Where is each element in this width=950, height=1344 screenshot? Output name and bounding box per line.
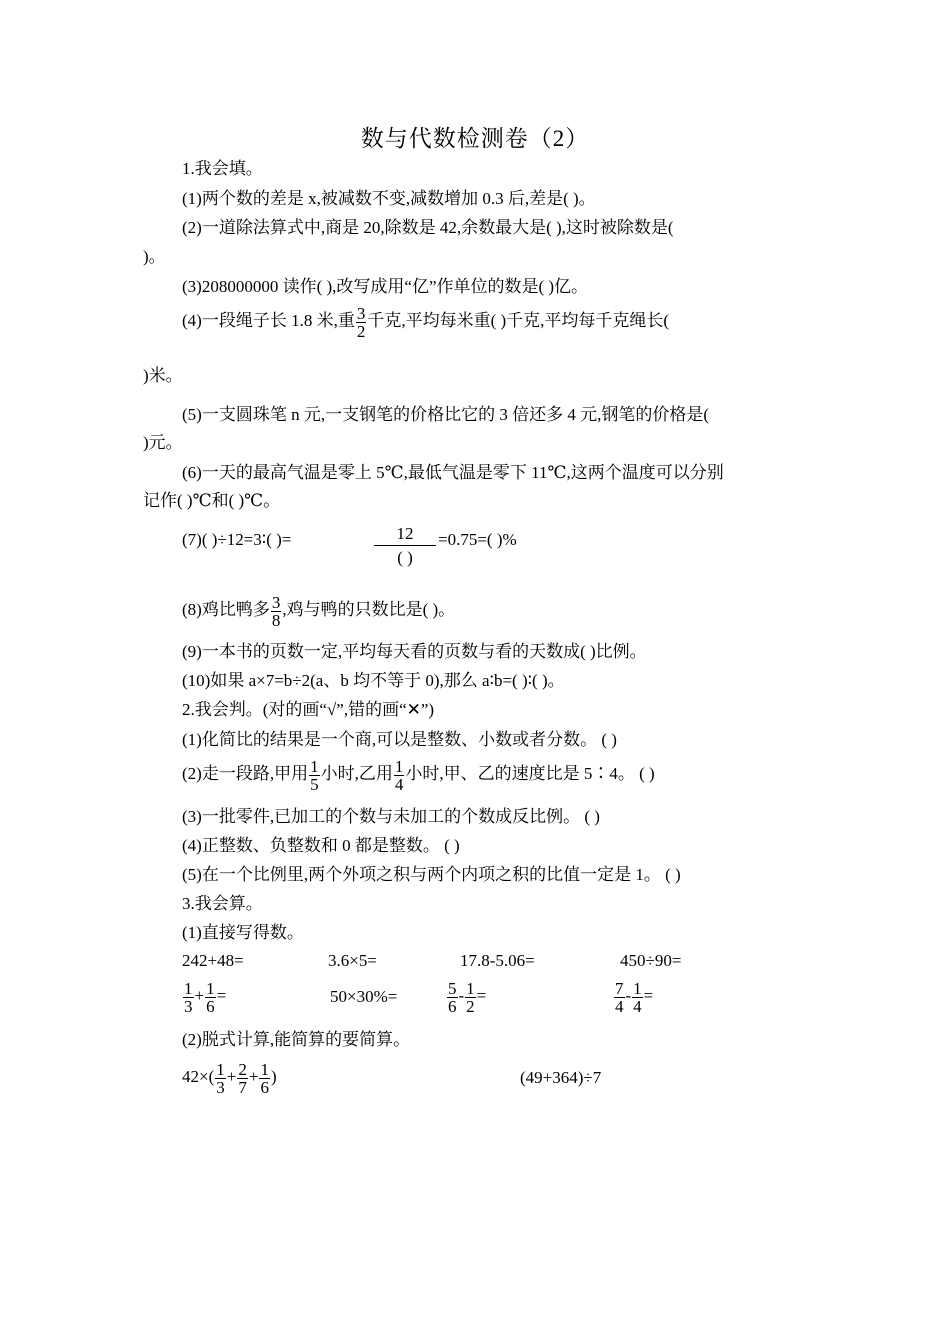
calc7-eq: = (476, 986, 487, 1005)
calc-2: 3.6×5= (328, 951, 377, 970)
q8-den: 8 (271, 610, 281, 630)
compute1-d3: 6 (260, 1077, 269, 1097)
compute1-n2: 2 (238, 1059, 247, 1079)
judge-1: (1)化简比的结果是一个商,可以是整数、小数或者分数。 ( ) (182, 730, 617, 749)
question-1-6: (6)一天的最高气温是零上 5℃,最低气温是零下 11℃,这两个温度可以分别 (182, 463, 724, 482)
section3-heading: 3.我会算。 (182, 894, 263, 913)
compute1-d2: 7 (238, 1077, 247, 1097)
calc-7 (446, 976, 486, 1016)
judge2-d2: 4 (394, 774, 404, 794)
question-1-6-cont: 记作( )℃和( )℃。 (143, 491, 281, 510)
judge2-frac2 (394, 758, 405, 793)
calc-3: 17.8-5.06= (460, 951, 535, 970)
q8-pre: (8)鸡比鸭多 (182, 600, 270, 619)
section1-heading: 1.我会填。 (182, 159, 263, 178)
section2-heading: 2.我会判。(对的画“√”,错的画“✕”) (182, 700, 435, 719)
question-1-9: (9)一本书的页数一定,平均每天看的页数与看的天数成( )比例。 (182, 642, 647, 661)
compute1-pre: 42×( (182, 1067, 215, 1086)
section3-sub1: (1)直接写得数。 (182, 923, 304, 942)
calc7-frac2 (465, 980, 476, 1015)
calc5-n1: 1 (184, 978, 193, 998)
compute-1 (182, 1057, 277, 1097)
calc8-op: - (625, 986, 632, 1005)
calc8-d2: 4 (633, 996, 642, 1016)
question-1-1: (1)两个数的差是 x,被减数不变,减数增加 0.3 后,差是( )。 (182, 189, 596, 208)
compute1-n3: 1 (260, 1059, 269, 1079)
judge-5: (5)在一个比例里,两个外项之积与两个内项之积的比值一定是 1。 ( ) (182, 865, 681, 884)
judge2-n1: 1 (310, 756, 319, 776)
calc5-op: + (194, 986, 205, 1005)
question-1-7: (7)( )÷12=3∶( )= (182, 530, 292, 549)
q7-post: =0.75=( )% (438, 530, 517, 549)
judge2-frac1 (309, 758, 320, 793)
compute1-n1: 1 (216, 1059, 225, 1079)
q4-fraction (356, 305, 367, 340)
q7-fraction (374, 523, 436, 570)
calc7-d2: 2 (466, 996, 475, 1016)
q4-num: 3 (356, 303, 366, 323)
calc7-d1: 6 (448, 996, 457, 1016)
q8-num: 3 (271, 592, 281, 612)
calc8-d1: 4 (615, 996, 624, 1016)
calc-1: 242+48= (182, 951, 244, 970)
q7-den: ( ) (397, 548, 413, 567)
judge2-d1: 5 (310, 774, 319, 794)
question-1-4 (182, 301, 669, 341)
compute1-op1: + (226, 1067, 237, 1086)
q4-den: 2 (356, 321, 366, 341)
judge-2 (182, 754, 655, 794)
question-1-2-cont: )。 (143, 247, 166, 266)
question-1-4-cont: )米。 (143, 366, 183, 385)
question-1-5: (5)一支圆珠笔 n 元,一支钢笔的价格比它的 3 倍还多 4 元,钢笔的价格是( (182, 405, 709, 424)
calc8-n2: 1 (633, 978, 642, 998)
calc7-op: - (458, 986, 465, 1005)
calc7-n2: 1 (466, 978, 475, 998)
q4-post: 千克,平均每米重( )千克,平均每千克绳长( (367, 311, 670, 330)
judge-4: (4)正整数、负整数和 0 都是整数。 ( ) (182, 836, 460, 855)
calc8-frac2 (632, 980, 643, 1015)
compute1-frac2 (237, 1061, 248, 1096)
calc7-n1: 5 (448, 978, 457, 998)
question-1-3: (3)208000000 读作( ),改写成用“亿”作单位的数是( )亿。 (182, 277, 589, 296)
page-title: 数与代数检测卷（2） (360, 126, 590, 151)
calc5-frac1 (183, 980, 194, 1015)
calc5-n2: 1 (206, 978, 215, 998)
section3-sub2: (2)脱式计算,能简算的要简算。 (182, 1030, 411, 1049)
judge2-b: 小时,乙用 (320, 764, 393, 783)
calc-6: 50×30%= (330, 987, 398, 1006)
calc5-d1: 3 (184, 996, 193, 1016)
question-1-2: (2)一道除法算式中,商是 20,除数是 42,余数最大是( ),这时被除数是( (182, 218, 674, 237)
calc7-frac1 (447, 980, 458, 1015)
compute1-op2: + (248, 1067, 259, 1086)
calc5-frac2 (205, 980, 216, 1015)
q4-pre: (4)一段绳子长 1.8 米,重 (182, 311, 355, 330)
calc5-d2: 6 (206, 996, 215, 1016)
calc-4: 450÷90= (620, 951, 682, 970)
compute1-close: ) (270, 1067, 277, 1086)
question-1-5-cont: )元。 (143, 433, 183, 452)
calc5-eq: = (216, 986, 227, 1005)
judge2-n2: 1 (394, 756, 404, 776)
q8-post: ,鸡与鸭的只数比是( )。 (282, 600, 456, 619)
q7-num: 12 (374, 523, 436, 546)
calc-5 (182, 976, 226, 1016)
compute1-frac1 (215, 1061, 226, 1096)
calc8-eq: = (643, 986, 654, 1005)
judge2-c: 小时,甲、乙的速度比是 5∶4。 ( ) (405, 764, 655, 783)
calc-8 (613, 976, 653, 1016)
compute-2: (49+364)÷7 (520, 1068, 602, 1087)
question-1-8 (182, 590, 455, 630)
calc8-n1: 7 (615, 978, 624, 998)
compute1-d1: 3 (216, 1077, 225, 1097)
judge2-a: (2)走一段路,甲用 (182, 764, 309, 783)
question-1-10: (10)如果 a×7=b÷2(a、b 均不等于 0),那么 a∶b=( )∶( )。 (182, 671, 565, 690)
calc8-frac1 (614, 980, 625, 1015)
compute1-frac3 (259, 1061, 270, 1096)
judge-3: (3)一批零件,已加工的个数与未加工的个数成反比例。 ( ) (182, 807, 600, 826)
q8-fraction (271, 594, 282, 629)
